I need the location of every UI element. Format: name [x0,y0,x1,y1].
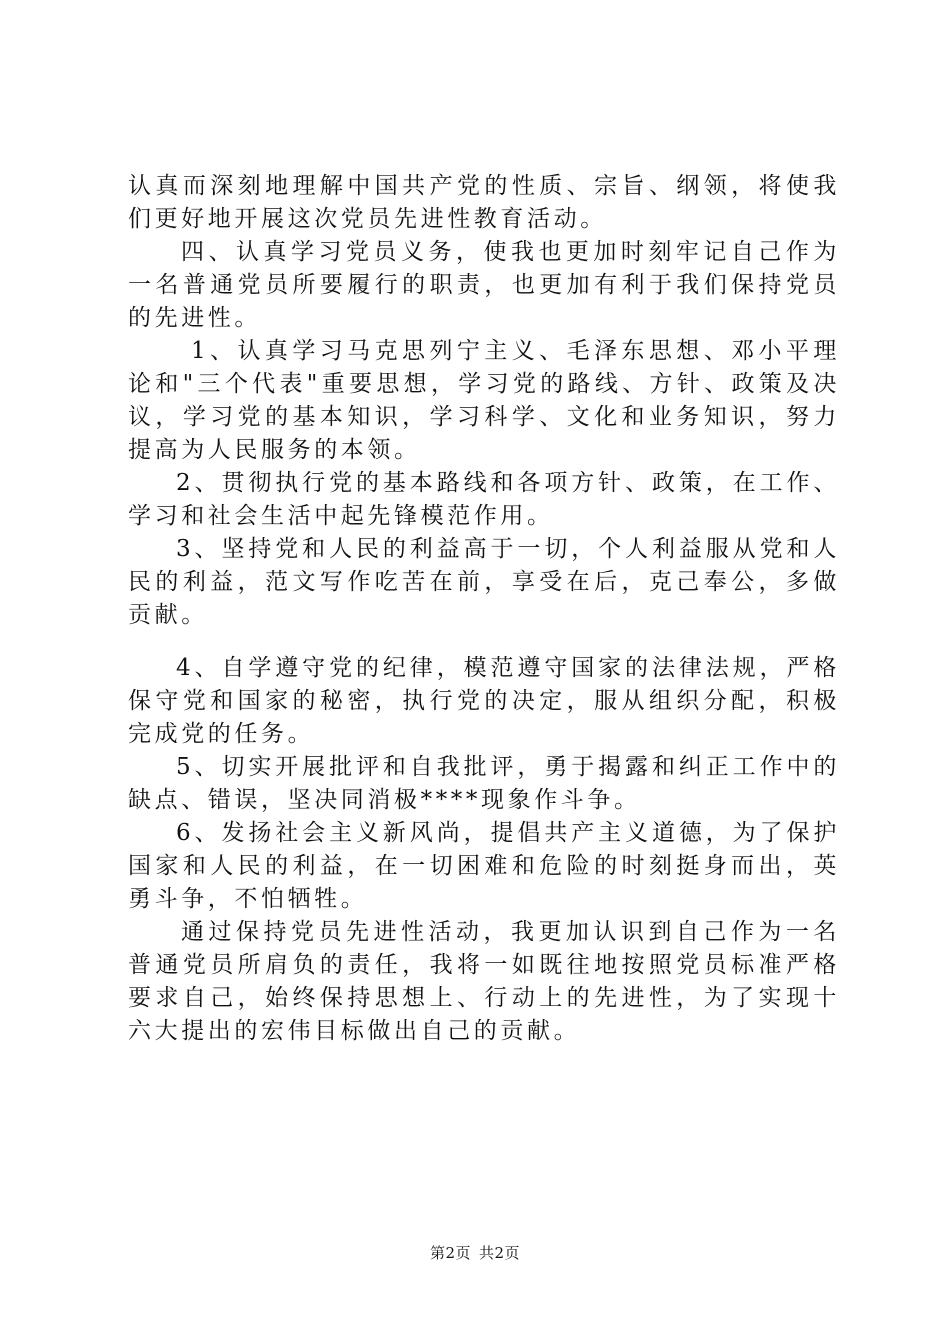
paragraph-section-four: 四、认真学习党员义务，使我也更加时刻牢记自己作为一名普通党员所要履行的职责，也更加有利于我们保持党员的先进性。 [128,239,840,331]
page-number-total: 共2页 [479,1244,521,1262]
paragraph-duty-3: 3、坚持党和人民的利益高于一切，个人利益服从党和人民的利益，范文写作吃苦在前，享受在后，克己奉公，多做贡献。 [128,536,840,628]
paragraph-duty-1: 1、认真学习马克思列宁主义、毛泽东思想、邓小平理论和"三个代表"重要思想，学习党的路线、方针、政策及决议，学习党的基本知识，学习科学、文化和业务知识，努力提高为人民服务的本领。 [128,338,840,463]
paragraph-continuation: 认真而深刻地理解中国共产党的性质、宗旨、纲领，将使我们更好地开展这次党员先进性教育活动。 [128,173,840,232]
paragraph-conclusion: 通过保持党员先进性活动，我更加认识到自己作为一名普通党员所肩负的责任，我将一如既往地按照党员标准严格要求自己，始终保持思想上、行动上的先进性，为了实现十六大提出的宏伟目标做出自己的贡献。 [128,919,840,1044]
paragraph-duty-6: 6、发扬社会主义新风尚，提倡共产主义道德，为了保护国家和人民的利益，在一切困难和危险的时刻挺身而出，英勇斗争，不怕牺牲。 [128,820,840,912]
paragraph-duty-5: 5、切实开展批评和自我批评，勇于揭露和纠正工作中的缺点、错误，坚决同消极****现象作斗争。 [128,754,840,813]
page-number-current: 第2页 [429,1244,471,1262]
paragraph-duty-4: 4、自学遵守党的纪律，模范遵守国家的法律法规，严格保守党和国家的秘密，执行党的决定，服从组织分配，积极完成党的任务。 [128,655,840,747]
page-footer [0,1242,950,1263]
document-body [128,170,840,1048]
paragraph-duty-2: 2、贯彻执行党的基本路线和各项方针、政策，在工作、学习和社会生活中起先锋模范作用。 [128,470,840,529]
